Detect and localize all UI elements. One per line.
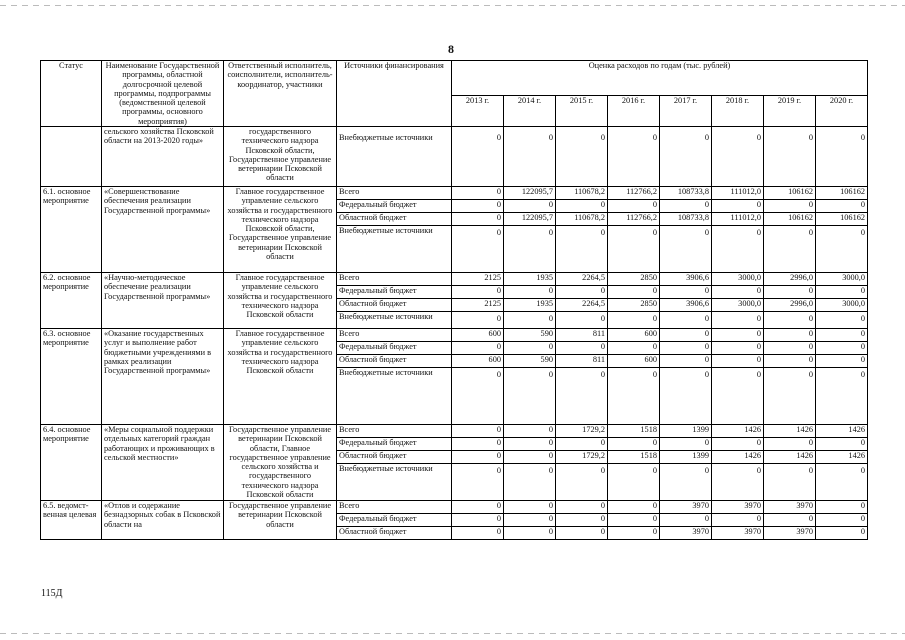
row-value: 0 xyxy=(816,526,868,539)
carryover-status xyxy=(41,126,102,186)
row-source: Всего xyxy=(337,272,452,285)
row-value: 1426 xyxy=(712,450,764,463)
row-value: 0 xyxy=(452,341,504,354)
row-value: 0 xyxy=(608,199,660,212)
row-value: 0 xyxy=(504,500,556,513)
year-2014: 2014 г. xyxy=(504,95,556,126)
row-program-name: «Оказание государственных услуг и выполнение работ бюджетными учреждениями в рамках реализации Государственной программы» xyxy=(102,328,224,424)
row-value: 0 xyxy=(712,463,764,500)
row-value: 1426 xyxy=(712,424,764,437)
row-value: 2264,5 xyxy=(556,272,608,285)
row-value: 600 xyxy=(608,354,660,367)
row-value: 0 xyxy=(452,311,504,328)
row-source: Областной бюджет xyxy=(337,450,452,463)
row-source: Областной бюджет xyxy=(337,298,452,311)
header-status: Статус xyxy=(41,61,102,127)
row-source: Внебюджетные источники xyxy=(337,367,452,424)
row-source: Федеральный бюджет xyxy=(337,437,452,450)
row-value: 1518 xyxy=(608,450,660,463)
row-value: 0 xyxy=(556,225,608,272)
row-value: 3000,0 xyxy=(816,272,868,285)
row-source: Областной бюджет xyxy=(337,526,452,539)
row-status: 6.3. основное мероприятие xyxy=(41,328,102,424)
row-source: Федеральный бюджет xyxy=(337,341,452,354)
row-value: 1729,2 xyxy=(556,424,608,437)
row-value: 811 xyxy=(556,354,608,367)
row-value: 2125 xyxy=(452,298,504,311)
row-value: 0 xyxy=(712,225,764,272)
row-value: 0 xyxy=(660,437,712,450)
row-status: 6.4. основное мероприятие xyxy=(41,424,102,500)
row-value: 0 xyxy=(556,526,608,539)
row-value: 1518 xyxy=(608,424,660,437)
row-value: 0 xyxy=(452,225,504,272)
row-value: 600 xyxy=(608,328,660,341)
row-value: 1935 xyxy=(504,272,556,285)
row-value: 1935 xyxy=(504,298,556,311)
row-value: 3970 xyxy=(660,526,712,539)
row-source: Внебюджетные источники xyxy=(337,463,452,500)
carryover-name: сельского хозяйства Псковской области на 2013-2020 годы» xyxy=(102,126,224,186)
row-value: 0 xyxy=(764,199,816,212)
row-value: 3000,0 xyxy=(816,298,868,311)
row-value: 0 xyxy=(608,285,660,298)
row-value: 1426 xyxy=(816,424,868,437)
row-value: 3906,6 xyxy=(660,298,712,311)
carryover-row xyxy=(41,126,868,186)
row-value: 2850 xyxy=(608,298,660,311)
row-value: 0 xyxy=(452,367,504,424)
page-number: 8 xyxy=(448,42,454,56)
row-value: 0 xyxy=(556,199,608,212)
row-value: 0 xyxy=(504,199,556,212)
row-value: 108733,8 xyxy=(660,212,712,225)
row-value: 0 xyxy=(504,437,556,450)
row-value: 0 xyxy=(712,311,764,328)
row-value: 122095,7 xyxy=(504,186,556,199)
row-value: 600 xyxy=(452,328,504,341)
row-value: 590 xyxy=(504,328,556,341)
row-value: 3970 xyxy=(712,500,764,513)
row-value: 0 xyxy=(660,513,712,526)
row-program-name: «Меры социальной поддержки отдельных категорий граждан работающих и проживающих в сельской местности» xyxy=(102,424,224,500)
row-value: 106162 xyxy=(764,212,816,225)
row-source: Областной бюджет xyxy=(337,212,452,225)
row-value: 110678,2 xyxy=(556,212,608,225)
row-value: 0 xyxy=(712,328,764,341)
row-status: 6.2. основное мероприятие xyxy=(41,272,102,328)
row-value: 110678,2 xyxy=(556,186,608,199)
carryover-value: 0 xyxy=(660,126,712,186)
row-value: 111012,0 xyxy=(712,212,764,225)
row-source: Всего xyxy=(337,328,452,341)
row-value: 106162 xyxy=(816,212,868,225)
row-executor: Государственное управление ветеринарии Псковской области, Главное государственное управление сельского хозяйства и государственного технического надзора Псковской области xyxy=(224,424,337,500)
row-value: 600 xyxy=(452,354,504,367)
row-value: 0 xyxy=(608,463,660,500)
row-value: 122095,7 xyxy=(504,212,556,225)
row-value: 0 xyxy=(452,199,504,212)
row-value: 0 xyxy=(660,354,712,367)
row-value: 0 xyxy=(764,367,816,424)
row-status: 6.5. ведомст-венная целевая xyxy=(41,500,102,539)
row-value: 0 xyxy=(816,437,868,450)
row-value: 0 xyxy=(452,463,504,500)
row-value: 0 xyxy=(504,424,556,437)
row-value: 0 xyxy=(504,367,556,424)
row-value: 0 xyxy=(608,367,660,424)
row-value: 1426 xyxy=(764,450,816,463)
row-value: 3000,0 xyxy=(712,272,764,285)
header-name: Наименование Государственной программы, областной долгосрочной целевой программы, подпрограммы (ведомственной целевой программы, основного мероприятия) xyxy=(102,61,224,127)
row-value: 0 xyxy=(712,285,764,298)
row-value: 0 xyxy=(452,526,504,539)
row-value: 3970 xyxy=(712,526,764,539)
year-2017: 2017 г. xyxy=(660,95,712,126)
row-value: 0 xyxy=(504,311,556,328)
row-source: Внебюджетные источники xyxy=(337,225,452,272)
row-value: 0 xyxy=(556,513,608,526)
row-value: 0 xyxy=(660,225,712,272)
row-value: 0 xyxy=(452,212,504,225)
row-executor: Главное государственное управление сельского хозяйства и государственного технического надзора Псковской области xyxy=(224,272,337,328)
row-value: 0 xyxy=(504,285,556,298)
budget-row xyxy=(41,424,868,437)
row-value: 0 xyxy=(452,513,504,526)
row-value: 111012,0 xyxy=(712,186,764,199)
row-value: 106162 xyxy=(764,186,816,199)
row-value: 1399 xyxy=(660,450,712,463)
row-value: 0 xyxy=(608,311,660,328)
row-value: 1399 xyxy=(660,424,712,437)
row-value: 106162 xyxy=(816,186,868,199)
row-value: 0 xyxy=(556,500,608,513)
sheet-code: 115Д xyxy=(41,588,63,599)
carryover-value: 0 xyxy=(816,126,868,186)
row-source: Федеральный бюджет xyxy=(337,199,452,212)
row-value: 590 xyxy=(504,354,556,367)
row-value: 0 xyxy=(816,513,868,526)
row-source: Областной бюджет xyxy=(337,354,452,367)
budget-row xyxy=(41,328,868,341)
row-value: 0 xyxy=(764,437,816,450)
row-value: 0 xyxy=(452,186,504,199)
row-value: 0 xyxy=(452,500,504,513)
row-value: 0 xyxy=(504,450,556,463)
header-sources: Источники финансирования xyxy=(337,61,452,127)
row-value: 0 xyxy=(816,285,868,298)
row-value: 0 xyxy=(764,225,816,272)
row-value: 108733,8 xyxy=(660,186,712,199)
row-value: 0 xyxy=(764,341,816,354)
row-value: 811 xyxy=(556,328,608,341)
row-value: 0 xyxy=(452,437,504,450)
row-source: Всего xyxy=(337,500,452,513)
budget-row xyxy=(41,272,868,285)
row-value: 0 xyxy=(608,225,660,272)
row-value: 0 xyxy=(660,328,712,341)
carryover-value: 0 xyxy=(452,126,504,186)
row-value: 0 xyxy=(660,341,712,354)
year-2018: 2018 г. xyxy=(712,95,764,126)
row-value: 0 xyxy=(816,311,868,328)
row-value: 0 xyxy=(816,500,868,513)
year-2019: 2019 г. xyxy=(764,95,816,126)
carryover-executor: государственного технического надзора Псковской области, Государственное управление ветеринарии Псковской области xyxy=(224,126,337,186)
row-value: 0 xyxy=(608,341,660,354)
row-value: 0 xyxy=(608,513,660,526)
row-executor: Главное государственное управление сельского хозяйства и государственного технического надзора Псковской области, Государственное управление ветеринарии Псковской области xyxy=(224,186,337,272)
row-value: 0 xyxy=(504,225,556,272)
row-value: 3970 xyxy=(764,526,816,539)
row-value: 0 xyxy=(764,354,816,367)
row-value: 0 xyxy=(712,341,764,354)
row-value: 0 xyxy=(816,199,868,212)
row-source: Внебюджетные источники xyxy=(337,311,452,328)
year-2020: 2020 г. xyxy=(816,95,868,126)
row-source: Всего xyxy=(337,186,452,199)
budget-row xyxy=(41,186,868,199)
carryover-value: 0 xyxy=(556,126,608,186)
row-value: 0 xyxy=(556,311,608,328)
row-value: 1426 xyxy=(816,450,868,463)
row-program-name: «Отлов и содержание безнадзорных собак в Псковской области на xyxy=(102,500,224,539)
header-estimate: Оценка расходов по годам (тыс. рублей) xyxy=(452,61,868,96)
row-value: 3970 xyxy=(660,500,712,513)
row-value: 112766,2 xyxy=(608,212,660,225)
row-value: 2264,5 xyxy=(556,298,608,311)
row-value: 0 xyxy=(712,367,764,424)
row-value: 0 xyxy=(712,354,764,367)
row-program-name: «Научно-методическое обеспечение реализации Государственной программы» xyxy=(102,272,224,328)
row-value: 0 xyxy=(452,424,504,437)
year-2013: 2013 г. xyxy=(452,95,504,126)
carryover-value: 0 xyxy=(712,126,764,186)
row-value: 0 xyxy=(504,526,556,539)
carryover-value: 0 xyxy=(504,126,556,186)
row-source: Федеральный бюджет xyxy=(337,513,452,526)
budget-row xyxy=(41,500,868,513)
row-value: 0 xyxy=(504,513,556,526)
row-value: 0 xyxy=(816,341,868,354)
row-value: 0 xyxy=(764,513,816,526)
row-value: 0 xyxy=(660,463,712,500)
row-value: 0 xyxy=(660,285,712,298)
row-program-name: «Совершенствование обеспечения реализации Государственной программы» xyxy=(102,186,224,272)
carryover-source: Внебюджетные источники xyxy=(337,126,452,186)
row-value: 2125 xyxy=(452,272,504,285)
year-2015: 2015 г. xyxy=(556,95,608,126)
row-value: 0 xyxy=(764,311,816,328)
row-value: 0 xyxy=(660,311,712,328)
row-value: 0 xyxy=(556,437,608,450)
row-value: 2996,0 xyxy=(764,272,816,285)
row-value: 0 xyxy=(608,437,660,450)
header-row xyxy=(41,61,868,96)
row-value: 0 xyxy=(660,367,712,424)
row-executor: Государственное управление ветеринарии Псковской области xyxy=(224,500,337,539)
row-value: 0 xyxy=(608,526,660,539)
row-value: 2996,0 xyxy=(764,298,816,311)
row-value: 0 xyxy=(816,354,868,367)
row-value: 0 xyxy=(816,367,868,424)
row-value: 0 xyxy=(452,285,504,298)
row-value: 0 xyxy=(452,450,504,463)
carryover-value: 0 xyxy=(764,126,816,186)
row-value: 0 xyxy=(556,463,608,500)
row-status: 6.1. основное мероприятие xyxy=(41,186,102,272)
row-value: 0 xyxy=(764,463,816,500)
row-value: 3970 xyxy=(764,500,816,513)
row-value: 0 xyxy=(816,328,868,341)
row-value: 2850 xyxy=(608,272,660,285)
row-value: 0 xyxy=(556,341,608,354)
row-executor: Главное государственное управление сельского хозяйства и государственного технического надзора Псковской области xyxy=(224,328,337,424)
header-executor: Ответственный исполнитель, соисполнители, исполнитель-координатор, участники xyxy=(224,61,337,127)
row-value: 112766,2 xyxy=(608,186,660,199)
budget-table xyxy=(40,60,868,540)
row-value: 0 xyxy=(608,500,660,513)
row-value: 0 xyxy=(712,437,764,450)
row-value: 0 xyxy=(816,463,868,500)
row-value: 0 xyxy=(556,367,608,424)
row-value: 0 xyxy=(764,285,816,298)
year-2016: 2016 г. xyxy=(608,95,660,126)
row-source: Федеральный бюджет xyxy=(337,285,452,298)
row-value: 0 xyxy=(816,225,868,272)
row-value: 0 xyxy=(504,463,556,500)
row-value: 3000,0 xyxy=(712,298,764,311)
row-value: 3906,6 xyxy=(660,272,712,285)
row-value: 1729,2 xyxy=(556,450,608,463)
carryover-value: 0 xyxy=(608,126,660,186)
row-value: 0 xyxy=(712,513,764,526)
row-value: 0 xyxy=(556,285,608,298)
row-value: 0 xyxy=(504,341,556,354)
row-value: 0 xyxy=(660,199,712,212)
row-value: 0 xyxy=(712,199,764,212)
row-value: 0 xyxy=(764,328,816,341)
row-source: Всего xyxy=(337,424,452,437)
row-value: 1426 xyxy=(764,424,816,437)
